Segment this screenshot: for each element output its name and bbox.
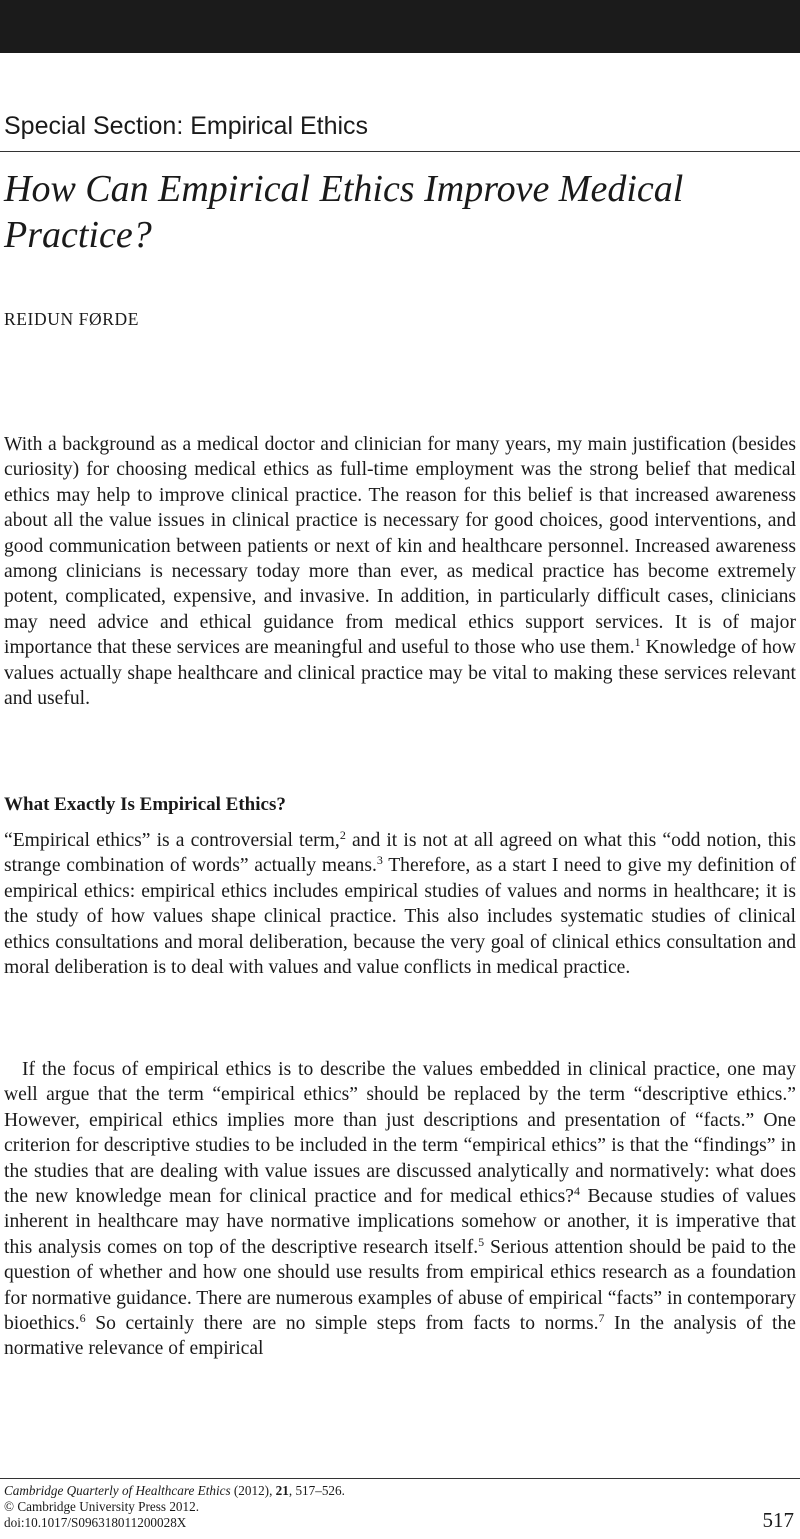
text-segment: Serious attention should be paid to the question of whether and how one should use results from empirical ethics research as a foundation for normative guidance. There are numerous examples of abuse of empirical “facts” in contemporary bioethics. — [4, 1236, 796, 1335]
citation-volume: 21 — [275, 1483, 289, 1498]
text-segment: If the focus of empirical ethics is to describe the values embedded in clinical practice, one may well argue that the term “empirical ethics” should be replaced by the term “descriptive ethics.” However, empirical ethics implies more than just descriptions and presentation of “facts.” One criterion for descriptive studies to be included in the term “empirical ethics” is that the “findings” in the studies that are dealing with value issues are discussed analytically and normatively: what does the new knowledge mean for clinical practice and for medical ethics? — [4, 1059, 796, 1208]
copyright-line: © Cambridge University Press 2012. — [4, 1499, 199, 1514]
paragraph-descriptive — [4, 1057, 796, 1362]
citation-footer — [4, 1483, 604, 1531]
text-segment: and it is not at all agreed on what this “odd notion, this strange combination of words” actually means. — [4, 830, 796, 877]
section-divider — [0, 151, 800, 152]
text-segment: With a background as a medical doctor and clinician for many years, my main justification (besides curiosity) for choosing medical ethics as full-time employment was the strong belief that medical ethics may help to improve clinical practice. The reason for this belief is that increased awareness about all the value issues in clinical practice is necessary for good choices, good interventions, and good communication between patients or next of kin and healthcare personnel. Increased awareness among clinicians is necessary today more than ever, as medical practice has become extremely potent, complicated, expensive, and invasive. In addition, in particularly difficult cases, clinicians may need advice and ethical guidance from medical ethics support services. It is of major importance that these services are meaningful and useful to those who use them. — [4, 434, 796, 659]
text-segment: “Empirical ethics” is a controversial term, — [4, 830, 340, 851]
paragraph-definition — [4, 828, 796, 980]
doi-link[interactable]: doi:10.1017/S096318011200028X — [4, 1515, 187, 1530]
citation-line — [4, 1483, 604, 1499]
footnote-ref-4[interactable]: 4 — [573, 1184, 580, 1199]
text-segment: Because studies of values inherent in healthcare may have normative implications somehow or another, it is imperative that this analysis comes on top of the descriptive research itself. — [4, 1186, 796, 1258]
footnote-ref-1[interactable]: 1 — [634, 635, 641, 650]
section-label: Special Section: Empirical Ethics — [4, 112, 369, 140]
citation-year: (2012), — [230, 1483, 276, 1498]
footnote-ref-3[interactable]: 3 — [376, 853, 383, 868]
footnote-ref-2[interactable]: 2 — [339, 828, 346, 842]
header-bar — [0, 0, 800, 53]
text-segment: Therefore, as a start I need to give my definition of empirical ethics: empirical ethics includes empirical studies of values and norms in healthcare; it is the study of how values shape clinical practice. This also includes systematic studies of clinical ethics consultations and moral deliberation, because the very goal of clinical ethics consultation and moral deliberation is to deal with values and value conflicts in medical practice. — [4, 855, 796, 979]
journal-name: Cambridge Quarterly of Healthcare Ethics — [4, 1483, 231, 1498]
page-number: 517 — [762, 1508, 794, 1532]
footer-divider — [0, 1478, 800, 1479]
text-segment: In the analysis of the normative relevance of empirical — [4, 1313, 796, 1360]
paragraph-intro — [4, 432, 796, 711]
text-segment: Knowledge of how values actually shape healthcare and clinical practice may be vital to making these services relevant and useful. — [4, 637, 797, 710]
article-title: How Can Empirical Ethics Improve Medical Practice? — [4, 168, 684, 256]
section-heading: What Exactly Is Empirical Ethics? — [4, 794, 286, 815]
footnote-ref-7[interactable]: 7 — [598, 1311, 605, 1326]
footnote-ref-5[interactable]: 5 — [478, 1234, 485, 1249]
text-segment: So certainly there are no simple steps from facts to norms. — [85, 1313, 599, 1335]
author-name: REIDUN FØRDE — [4, 309, 140, 329]
citation-pages: , 517–526. — [288, 1483, 345, 1498]
footnote-ref-6[interactable]: 6 — [79, 1311, 86, 1326]
